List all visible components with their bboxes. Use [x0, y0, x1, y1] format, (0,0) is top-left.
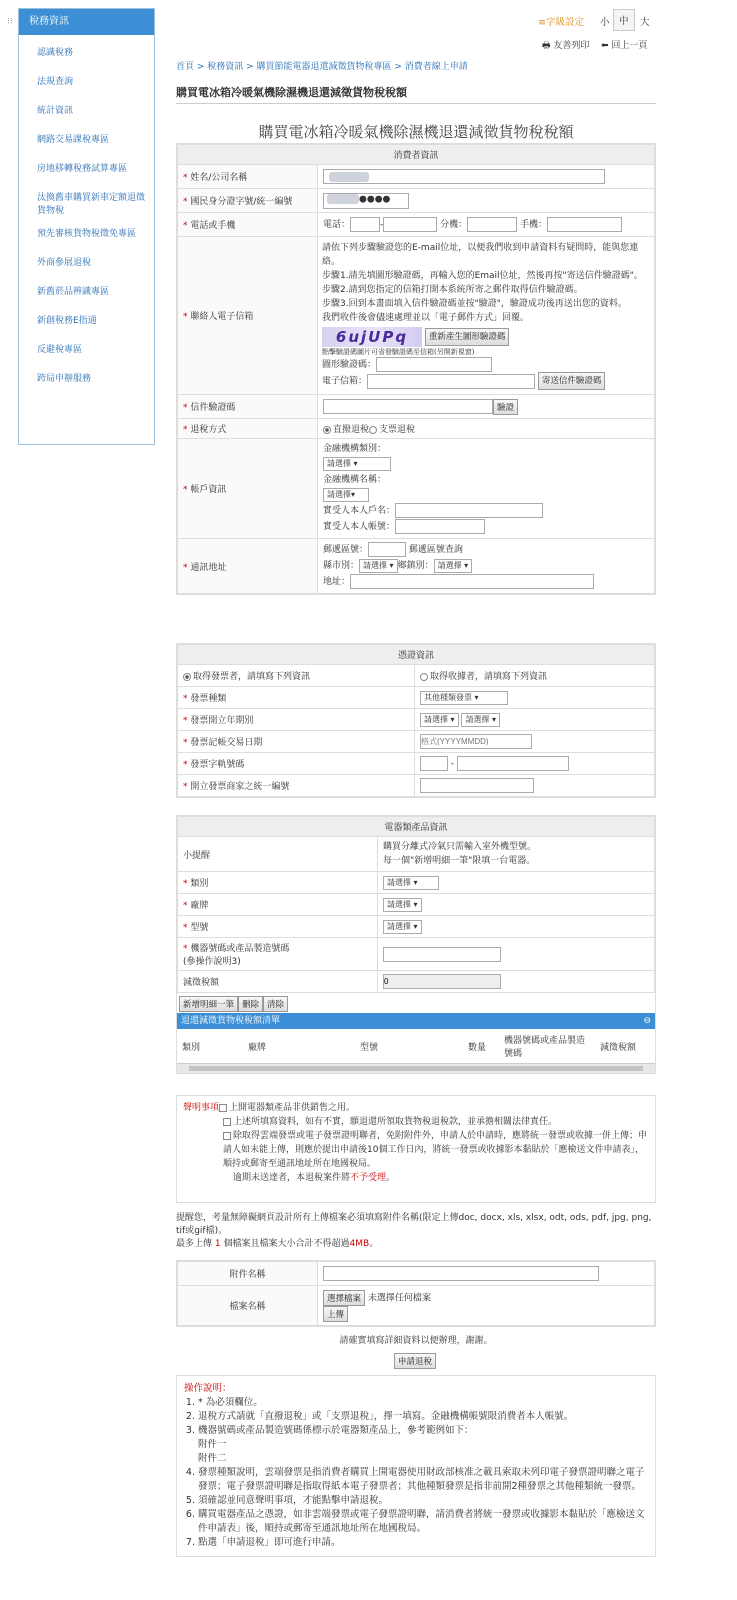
- fin-name-select[interactable]: 請選擇▾: [323, 488, 369, 502]
- field-label: 信件驗證碼: [190, 403, 236, 413]
- model-select[interactable]: 請選擇 ▾: [383, 920, 422, 934]
- category-select[interactable]: 請選擇 ▾: [383, 876, 439, 890]
- zip-query-link[interactable]: 郵遞區號查詢: [408, 545, 463, 555]
- list-item: 7. 點選「申請退稅」即可進行申請。: [198, 1536, 648, 1550]
- help-text: 請依下列步驟驗證您的E-mail位址，以便我們收到申請資料有疑問時，能與您連絡。: [322, 243, 639, 267]
- field-label: 類別: [190, 879, 209, 889]
- column-header: 類別: [182, 1042, 201, 1053]
- appliance-section: 電器類產品資訊 小提醒 購買分離式冷氣只需輸入室外機型號。 每一個"新增明細一筆"限填一台電器。 * 類別 請選擇 ▾ * 廠牌 請選擇 ▾ * 型號 請選擇 ▾ * 機器號碼或產品製造號碼 (參操作說明3) 減徵稅額 0 新增明細一筆 刪除 清除 退還減徵貨物稅稅額清單 ⊖ 類別 廠牌 型號 數量 機器號碼或產品製造號碼 減徵稅額: [176, 815, 656, 1074]
- instructions: 操作說明： 1. * 為必須欄位。 2. 退稅方式請就「直撥退稅」或「支票退稅」，擇一填寫。金融機構帳號限消費者本人帳號。 3. 機器號碼或產品製造號碼係標示於電器類產品上，參考範例如下： 附件一 附件二 4. 發票種類說明，雲端發票是指消費者購買上開電器使用財政部核准之載具索取未列印電子發票證明聯之電子發票；電子發票證明聯是指取得紙本電子發票者；其他種類發票是指非前開2種發票之其他種類統一發票。 5. 須確認並同意聲明事項，才能點擊申請退稅。 6. 購買電器產品之憑證，如非雲端發票或電子發票證明聯，請消費者將統一發票或收據影本黏貼於「應檢送文件申請表」後，順持或郵寄至通訊地址所在地國稅局。 7. 點選「申請退稅」即可進行申請。: [176, 1375, 656, 1557]
- reduce-amount: [383, 974, 501, 989]
- sidebar-item[interactable]: 新舊菸品辨識專區: [37, 287, 110, 297]
- sidebar-item[interactable]: 外商參展退稅: [37, 258, 92, 268]
- field-label: 帳戶資訊: [190, 485, 227, 495]
- field-label: 檔案名稱: [178, 1286, 318, 1326]
- mobile-input[interactable]: [547, 217, 622, 232]
- consumer-section: 消費者資訊 * 姓名/公司名稱 * 國民身分證字號/統一編號 ●●●● * 電話或手機 電話： - 分機： 手機： * 聯絡人電子信箱 請依下列步驟驗證您的E-mail位址，以便我們收到申請資料有疑問時，能與您連絡。 步驟1.請先填圖形驗證碼，再輸入您的Email位址，然後再按"寄送信件驗證碼"。 步驟2.請到您指定的信箱打開本系統所寄之郵件取得信件驗證碼。 步驟3.回到本畫面填入信件驗證碼並按"驗證"，驗證成功後再送出您的資料。 我們收件後會儘速處理並以「電子郵件方式」回覆。 6ujUPq 重新產生圖形驗證碼 點擊驗證碼圖片可省發驗證碼至信箱(另開新視窗) 圖形驗證碼： 電子信箱： 寄送信件驗證碼 * 信件驗證碼 驗證 * 退稅方式 直撥退稅 支票退稅 * 帳戶資訊 金融機構類別： 請選擇 ▾ 金融機構名稱： 請選擇▾ 實受人本人戶名： 實受人本人帳號： * 通訊地址 郵遞區號： 郵遞區號查詢 縣市別： 請選擇 ▾ 鄉鎮別： 請選擇 ▾ 地址：: [176, 143, 656, 595]
- back-link[interactable]: ⬅ 回上一頁: [601, 41, 648, 51]
- field-label: 開立發票商家之統一編號: [190, 782, 290, 792]
- period-select[interactable]: 請選擇 ▾: [461, 713, 500, 727]
- column-header: 機器號碼或產品製造號碼: [504, 1036, 586, 1059]
- proof-section: 憑證資訊 取得發票者，請填寫下列資訊 取得收據者，請填寫下列資訊 * 發票種類 其他種類發票 ▾ * 發票開立年期別 請選擇 ▾ 請選擇 ▾ * 發票記帳交易日期 格式(YYYYMMDD) * 發票字軌號碼 - * 開立發票商家之統一編號: [176, 643, 656, 798]
- collapse-icon[interactable]: ⊖: [643, 1016, 651, 1026]
- radio-invoice[interactable]: [183, 673, 191, 681]
- list-item: 5. 須確認並同意聲明事項，才能點擊申請退稅。: [198, 1494, 648, 1508]
- help-text: 我們收件後會儘速處理並以「電子郵件方式」回覆。: [322, 313, 530, 323]
- printer-icon: 🖶: [542, 41, 551, 51]
- field-label: 國民身分證字號/統一編號: [190, 197, 293, 207]
- clear-button[interactable]: 清除: [263, 996, 288, 1012]
- field-label: 發票記帳交易日期: [190, 738, 263, 748]
- field-label: 退稅方式: [190, 425, 227, 435]
- sidebar-item[interactable]: 網路交易課稅專區: [37, 135, 110, 145]
- help-text: 步驟2.請到您指定的信箱打開本系統所寄之郵件取得信件驗證碼。: [322, 285, 583, 295]
- field-label: 姓名/公司名稱: [190, 173, 248, 183]
- sidebar-item[interactable]: 新創稅務E指通: [37, 316, 97, 326]
- field-label: 小提醒: [178, 837, 378, 872]
- sidebar-item[interactable]: 法規查詢: [37, 77, 74, 87]
- field-label: 型號: [190, 923, 209, 933]
- column-header: 減徵稅額: [600, 1042, 637, 1053]
- column-header: 數量: [468, 1042, 487, 1053]
- captcha-hint: 點擊驗證碼圖片可省發驗證碼至信箱(另開新視窗): [322, 348, 475, 356]
- id-input[interactable]: ●●●●: [323, 193, 409, 209]
- field-label: 廠牌: [190, 901, 209, 911]
- upload-table: 附件名稱 檔案名稱 選擇檔案 未選擇任何檔案 上傳: [176, 1260, 656, 1327]
- verify-button[interactable]: 驗證: [493, 399, 518, 415]
- column-header: 型號: [360, 1042, 379, 1053]
- sidebar: [7, 8, 155, 445]
- field-label: 機器號碼或產品製造號碼: [190, 944, 290, 954]
- captcha-image[interactable]: 6ujUPq: [322, 327, 422, 347]
- delete-button[interactable]: 刪除: [238, 996, 263, 1012]
- field-label: 通訊地址: [190, 562, 227, 573]
- field-label: 附件名稱: [178, 1262, 318, 1286]
- sidebar-item[interactable]: 房地移轉稅務試算專區: [37, 164, 128, 174]
- radio-receipt[interactable]: [420, 673, 428, 681]
- submit-button[interactable]: 申請退稅: [394, 1353, 436, 1369]
- declaration: 聲明事項 上開電器類產品非供銷售之用。 上述所填寫資料，如有不實，願退還所領取貨物稅退稅款，並承擔相關法律責任。 除取得雲端發票或電子發票證明聯者，免附附件外，申請人於申請時，應將統一發票或收據一併上傳；申請人如未能上傳，則應於提出申請後10個工作日內，將統一發票或收據影本黏貼於「應檢送文件申請表」，順持或郵寄至通訊地址所在地國稅局。 逾期未送達者，本退稅案件將不予受理。: [176, 1095, 656, 1203]
- seller-id-input[interactable]: [420, 778, 534, 793]
- horizontal-scrollbar[interactable]: [177, 1063, 655, 1073]
- declare-checkbox[interactable]: [223, 1118, 231, 1126]
- sidebar-item[interactable]: 汰換舊車購買新車定額退徵貨物稅: [37, 193, 146, 216]
- list-header: 退還減徵貨物稅稅額清單 ⊖: [177, 1013, 655, 1029]
- print-link[interactable]: 🖶 友善列印: [542, 41, 590, 51]
- back-arrow-icon: ⬅: [601, 41, 609, 51]
- serial-input[interactable]: [383, 947, 501, 962]
- address-input[interactable]: [350, 574, 594, 589]
- list-item: 1. * 為必須欄位。: [198, 1396, 648, 1410]
- date-input[interactable]: [420, 734, 532, 749]
- field-label: 電話或手機: [190, 221, 236, 231]
- declare-checkbox[interactable]: [223, 1132, 231, 1140]
- list-item: 4. 發票種類說明，雲端發票是指消費者購買上開電器使用財政部核准之載具索取未列印電子發票證明聯之電子發票；電子發票證明聯是指取得紙本電子發票者；其他種類發票是指非前開2種發票之其他種類統一發票。: [198, 1466, 648, 1494]
- add-row-button[interactable]: 新增明細一筆: [179, 996, 238, 1012]
- masked-name: [329, 172, 369, 182]
- ext-input[interactable]: [467, 217, 517, 232]
- county-select[interactable]: 請選擇 ▾: [359, 559, 398, 573]
- help-text: 步驟1.請先填圖形驗證碼，再輸入您的Email位址，然後再按"寄送信件驗證碼"。: [322, 271, 643, 281]
- account-input[interactable]: [395, 519, 485, 534]
- attach-name-input[interactable]: [323, 1266, 599, 1281]
- upload-remind: 提醒您，考量無障礙網頁設計所有上傳檔案必須填寫附件名稱(限定上傳doc, docx, xls, xlsx, odt, ods, pdf, jpg, png, tif或gif檔)。 最多上傳 1 個檔案且檔案大小合計不得超過4MB。: [176, 1213, 652, 1249]
- section-title: 憑證資訊: [178, 645, 655, 665]
- captcha-input[interactable]: [376, 357, 492, 372]
- invoice-number-input[interactable]: [457, 756, 569, 771]
- email-input[interactable]: [367, 374, 535, 389]
- payee-input[interactable]: [395, 503, 543, 518]
- font-small-button[interactable]: 小: [600, 17, 610, 28]
- sidebar-item[interactable]: 預先審核貨物稅徵免專區: [37, 229, 137, 239]
- breadcrumb[interactable]: 首頁 > 稅務資訊 > 購買節能電器退還減徵貨物稅專區 > 消費者線上申請: [176, 62, 468, 72]
- town-select[interactable]: 請選擇 ▾: [434, 559, 473, 573]
- sidebar-item[interactable]: 認識稅務: [37, 48, 74, 58]
- sidebar-item[interactable]: 跨局申辦服務: [37, 374, 92, 384]
- field-label: 發票開立年期別: [190, 716, 254, 726]
- declare-checkbox[interactable]: [219, 1104, 227, 1112]
- page-title: 購買電冰箱冷暖氣機除濕機退還減徵貨物稅稅額: [176, 86, 407, 99]
- invoice-type-select[interactable]: 其他種類發票 ▾: [420, 691, 508, 705]
- field-label: 減徵稅額: [178, 971, 378, 993]
- section-title: 消費者資訊: [178, 145, 655, 165]
- grip-icon: ⁝⁝: [7, 17, 13, 27]
- column-header: 廠牌: [248, 1042, 267, 1053]
- tel-input[interactable]: [383, 217, 437, 232]
- field-label: 聯絡人電子信箱: [190, 312, 254, 322]
- sidebar-title: ⁝⁝ 稅務資訊: [19, 9, 154, 35]
- verify-code-input[interactable]: [323, 399, 493, 414]
- font-large-button[interactable]: 大: [640, 17, 650, 28]
- zip-input[interactable]: [368, 542, 406, 557]
- brand-select[interactable]: 請選擇 ▾: [383, 898, 422, 912]
- field-label: 發票字軌號碼: [190, 760, 245, 770]
- sidebar-item[interactable]: 統計資訊: [37, 106, 74, 116]
- list-item: 2. 退稅方式請就「直撥退稅」或「支票退稅」，擇一填寫。金融機構帳號限消費者本人帳號。: [198, 1410, 648, 1424]
- form-title: 購買電冰箱冷暖氣機除濕機退還減徵貨物稅稅額: [258, 123, 574, 141]
- year-select[interactable]: 請選擇 ▾: [420, 713, 459, 727]
- help-text: 步驟3.回到本畫面填入信件驗證碼並按"驗證"，驗證成功後再送出您的資料。: [322, 299, 627, 309]
- section-title: 電器類產品資訊: [178, 817, 655, 837]
- choose-file-button[interactable]: 選擇檔案: [323, 1290, 365, 1306]
- divider: [176, 103, 656, 104]
- list-item: 6. 購買電器產品之憑證，如非雲端發票或電子發票證明聯，請消費者將統一發票或收據影本黏貼於「應檢送文件申請表」後，順持或郵寄至通訊地址所在地國稅局。: [198, 1508, 648, 1536]
- radio-check[interactable]: [369, 426, 377, 434]
- font-medium-button[interactable]: 中: [613, 9, 635, 31]
- invoice-prefix-input[interactable]: [420, 756, 448, 771]
- send-code-button[interactable]: 寄送信件驗證碼: [538, 372, 606, 390]
- area-code-input[interactable]: [350, 217, 380, 232]
- upload-button[interactable]: 上傳: [323, 1306, 348, 1322]
- submit-msg: 請確實填寫詳細資料以便辦理，謝謝。: [339, 1336, 493, 1346]
- font-size-label: ≡字級設定: [538, 17, 584, 28]
- fin-type-select[interactable]: 請選擇 ▾: [323, 457, 391, 471]
- regen-captcha-button[interactable]: 重新產生圖形驗證碼: [425, 328, 510, 346]
- list-item: 3. 機器號碼或產品製造號碼係標示於電器類產品上，參考範例如下： 附件一 附件二: [198, 1424, 648, 1466]
- radio-direct[interactable]: [323, 426, 331, 434]
- sidebar-item[interactable]: 反避稅專區: [37, 345, 83, 355]
- field-label: 發票種類: [190, 694, 227, 704]
